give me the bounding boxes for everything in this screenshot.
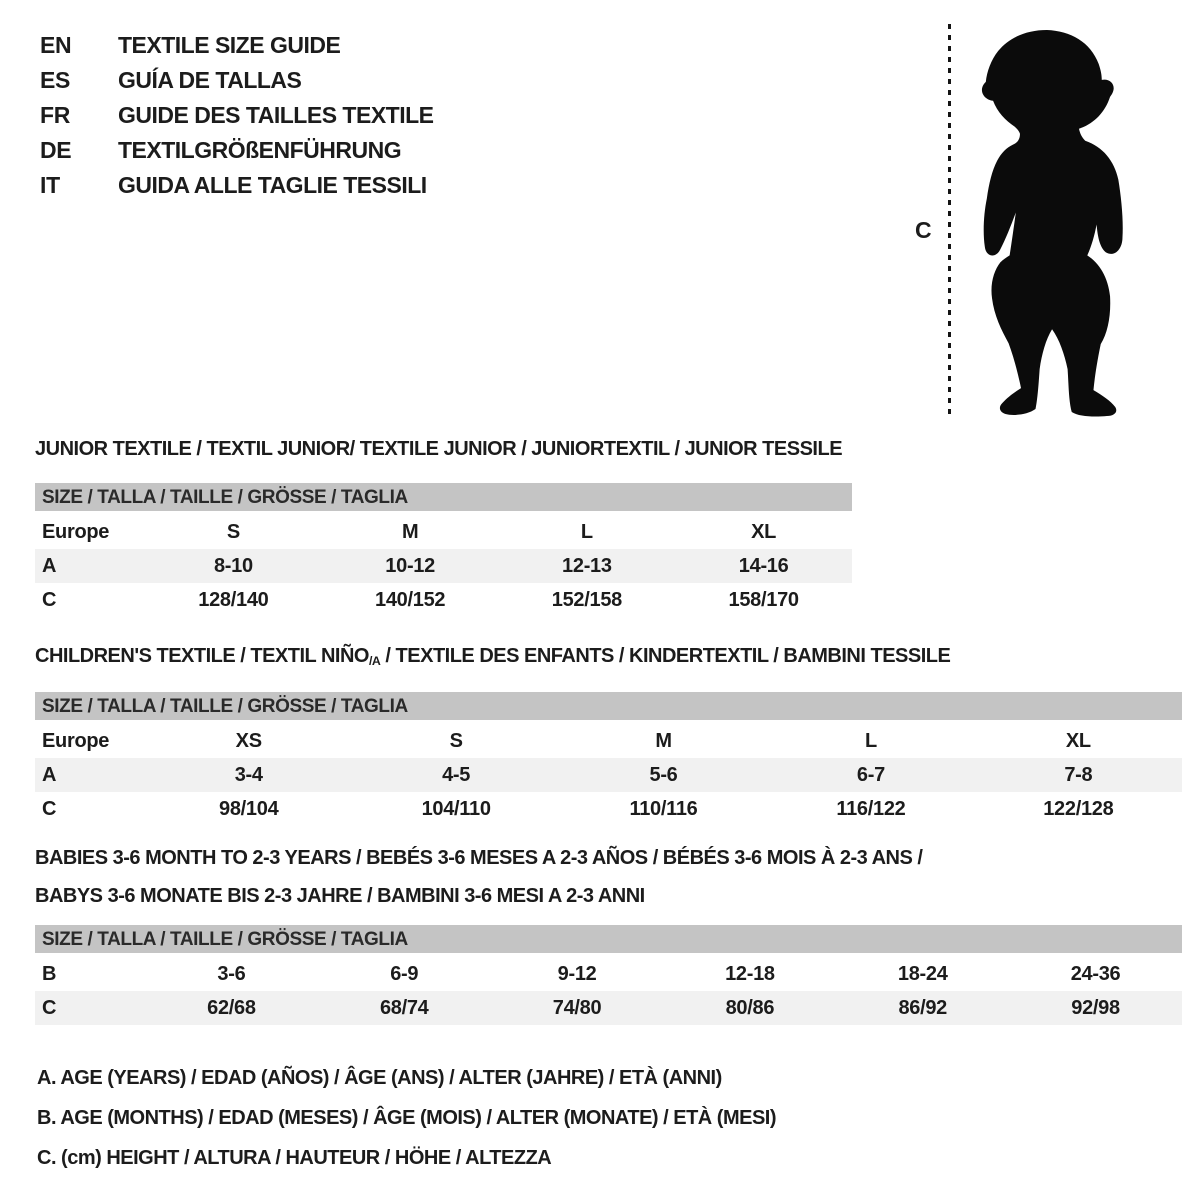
table-row xyxy=(35,792,1182,826)
legend-line-a: A. AGE (YEARS) / EDAD (AÑOS) / ÂGE (ANS) / ALTER (JAHRE) / ETÀ (ANNI) xyxy=(37,1067,722,1089)
row-label: A xyxy=(42,764,57,786)
table-cell: S xyxy=(449,730,463,752)
table-cell: XL xyxy=(751,521,777,543)
table-cell: 8-10 xyxy=(213,555,253,577)
table-cell: 128/140 xyxy=(198,589,269,611)
lang-row-de xyxy=(40,133,434,168)
row-label: C xyxy=(42,997,57,1019)
table-row xyxy=(35,724,1182,758)
row-label: B xyxy=(42,963,57,985)
table-cell: 12-13 xyxy=(562,555,612,577)
table-cell: 86/92 xyxy=(898,997,947,1019)
row-label: C xyxy=(42,589,57,611)
babies-section-title xyxy=(35,846,1182,908)
table-cell: XS xyxy=(235,730,262,752)
table-cell: 12-18 xyxy=(725,963,775,985)
guide-title-it: GUIDA ALLE TAGLIE TESSILI xyxy=(118,172,427,198)
babies-title-line2: BABYS 3-6 MONATE BIS 2-3 JAHRE / BAMBINI 3-6 MESI A 2-3 ANNI xyxy=(35,885,645,907)
lang-code: DE xyxy=(40,137,72,163)
table-cell: 9-12 xyxy=(557,963,597,985)
table-cell: 68/74 xyxy=(379,997,429,1019)
table-cell: 116/122 xyxy=(836,798,906,820)
guide-title-es: GUÍA DE TALLAS xyxy=(118,67,302,93)
table-cell: 158/170 xyxy=(728,589,799,611)
junior-size-header-band: SIZE / TALLA / TAILLE / GRÖSSE / TAGLIA xyxy=(35,483,852,513)
section-junior-textile xyxy=(35,437,852,617)
guide-title-de: TEXTILGRÖßENFÜHRUNG xyxy=(118,137,402,163)
table-row xyxy=(35,957,1182,991)
table-cell: 110/116 xyxy=(629,798,698,820)
table-cell: 104/110 xyxy=(421,798,491,820)
children-title-subscript: /A xyxy=(368,653,381,668)
guide-title-fr: GUIDE DES TAILLES TEXTILE xyxy=(118,102,434,128)
height-measure-dashed-line xyxy=(948,24,951,416)
section-babies xyxy=(35,846,1182,1025)
table-cell: 62/68 xyxy=(207,997,256,1019)
table-cell: 140/152 xyxy=(375,589,446,611)
table-row xyxy=(35,549,852,583)
table-cell: 7-8 xyxy=(1064,764,1093,786)
table-cell: 98/104 xyxy=(219,798,279,820)
measurement-legend xyxy=(37,1066,776,1186)
row-label: A xyxy=(42,555,57,577)
table-cell: 18-24 xyxy=(897,963,948,985)
lang-row-fr xyxy=(40,98,434,133)
table-cell: 80/86 xyxy=(725,997,775,1019)
table-cell: M xyxy=(401,521,419,543)
babies-title-line1: BABIES 3-6 MONTH TO 2-3 YEARS / BEBÉS 3-6 MESES A 2-3 AÑOS / BÉBÉS 3-6 MOIS À 2-3 ANS / xyxy=(35,847,923,869)
babies-size-header-band: SIZE / TALLA / TAILLE / GRÖSSE / TAGLIA xyxy=(35,925,1182,955)
lang-row-en xyxy=(40,28,434,63)
table-cell: 6-7 xyxy=(856,764,885,786)
row-label: Europe xyxy=(42,730,110,752)
lang-row-it xyxy=(40,168,434,203)
table-cell: 3-6 xyxy=(217,963,246,985)
section-childrens-textile xyxy=(35,644,1182,826)
row-label: Europe xyxy=(42,521,110,543)
children-section-title xyxy=(35,644,1182,670)
table-row xyxy=(35,583,852,617)
table-cell: 3-4 xyxy=(234,764,263,786)
table-cell: 24-36 xyxy=(1070,963,1121,985)
toddler-silhouette xyxy=(962,24,1138,418)
table-row xyxy=(35,758,1182,792)
table-cell: 5-6 xyxy=(649,764,678,786)
lang-code: EN xyxy=(40,32,72,58)
legend-line-b: B. AGE (MONTHS) / EDAD (MESES) / ÂGE (MOIS) / ALTER (MONATE) / ETÀ (MESI) xyxy=(37,1107,777,1129)
table-row xyxy=(35,515,852,549)
table-cell: L xyxy=(864,730,877,752)
table-cell: L xyxy=(580,521,593,543)
table-cell: 92/98 xyxy=(1071,997,1120,1019)
table-cell: 4-5 xyxy=(442,764,471,786)
lang-code: ES xyxy=(40,67,71,93)
children-size-header-band: SIZE / TALLA / TAILLE / GRÖSSE / TAGLIA xyxy=(35,692,1182,722)
table-cell: XL xyxy=(1065,730,1091,752)
table-cell: 10-12 xyxy=(385,555,435,577)
legend-line-c: C. (cm) HEIGHT / ALTURA / HAUTEUR / HÖHE / ALTEZZA xyxy=(37,1147,552,1169)
lang-row-es xyxy=(40,63,434,98)
table-row xyxy=(35,991,1182,1025)
children-title-post: / TEXTILE DES ENFANTS / KINDERTEXTIL / BAMBINI TESSILE xyxy=(380,645,951,667)
lang-code: IT xyxy=(40,172,60,198)
row-label: C xyxy=(42,798,57,820)
junior-section-title: JUNIOR TEXTILE / TEXTIL JUNIOR/ TEXTILE JUNIOR / JUNIORTEXTIL / JUNIOR TESSILE xyxy=(35,438,843,460)
table-cell: 122/128 xyxy=(1043,798,1114,820)
table-cell: M xyxy=(655,730,672,752)
lang-code: FR xyxy=(40,102,71,128)
table-cell: 74/80 xyxy=(552,997,602,1019)
table-cell: S xyxy=(226,521,240,543)
children-title-pre: CHILDREN'S TEXTILE / TEXTIL NIÑO xyxy=(35,645,369,667)
height-measure-label: C xyxy=(915,217,932,243)
table-cell: 152/158 xyxy=(551,589,622,611)
language-title-list xyxy=(40,28,434,203)
table-cell: 6-9 xyxy=(390,963,419,985)
table-cell: 14-16 xyxy=(738,555,789,577)
guide-title-en: TEXTILE SIZE GUIDE xyxy=(118,32,341,58)
